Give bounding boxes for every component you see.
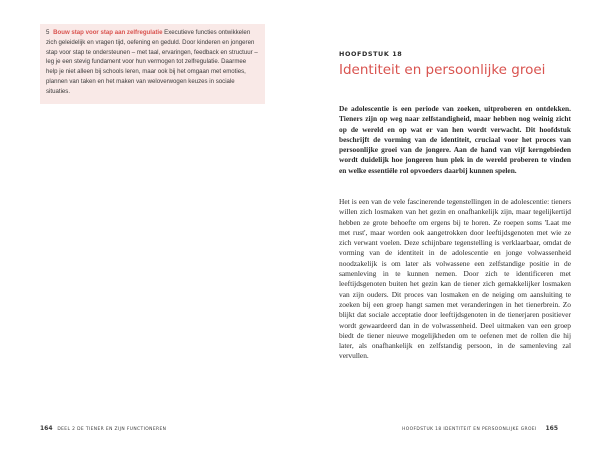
chapter-body-paragraph: Het is een van de vele fascinerende tegenstellingen in de adolescentie: tieners willen zich losmaken van het gezin en onafhankelijk zijn, maar tegelijkertijd hebben ze grote behoefte om ergens bij te horen. Ze roepen soms 'Laat me met rust', maar worden ook aangetrokken door leeftijdsgenoten met wie ze zich verwant voelen. Deze schijnbare tegenstelling is verklaarbaar, omdat de vorming van de identiteit in de adolescentie en jonge volwassenheid noodzakelijk is om later als volwassene een zelfstandige positie in de samenleving in te kunnen nemen. Door zich te identificeren met leeftijdsgenoten buiten het gezin kan de tiener zich gemakkelijker losmaken van zijn ouders. Dit proces van losmaken en de neiging om aansluiting te zoeken bij een groep hangt samen met veranderingen in het tienerbrein. Zo blijkt dat sociale acceptatie door leeftijdsgenoten in de tienerjaren positiever wordt gewaardeerd dan in de volwassenheid. Deel uitmaken van een groep biedt de tiener nieuwe mogelijkheden om te oefenen met de rollen die hij later, als onafhankelijk en zelfstandig persoon, in de samenleving zal vervullen.: [339, 197, 571, 361]
tip-callout-box: [40, 24, 265, 104]
callout-text: Executieve functies ontwikkelen zich geleidelijk en vragen tijd, oefening en geduld. Door kinderen en jongeren stap voor stap te ondersteunen – met taal, ervaringen, feedback en structuur – leg je een stevig fundament voor hun vermogen tot zelfregulatie. Daarmee help je niet alleen bij schools leren, maar ook bij het omgaan met emoties, plannen van taken en het maken van weloverwogen keuzes in sociale situaties.: [46, 29, 258, 95]
chapter-intro: De adolescentie is een periode van zoeken, uitproberen en ontdekken. Tieners zijn op weg naar zelfstandigheid, maar hebben nog weinig zicht op de wereld en op wat er van hen wordt verwacht. Dit hoofdstuk beschrijft de vorming van de identiteit, cruciaal voor het proces van persoonlijke groei van de jongere. Aan de hand van vijf kerngebieden wordt duidelijk hoe jongeren hun plek in de wereld proberen te vinden en welke essentiële rol opvoeders daarbij kunnen spelen.: [339, 104, 571, 175]
page-number-right: 165: [545, 425, 558, 432]
chapter-label: HOOFDSTUK 18: [339, 50, 403, 58]
running-head-right: HOOFDSTUK 18 IDENTITEIT EN PERSOONLIJKE GROEI: [402, 427, 537, 432]
callout-number: 5: [46, 29, 50, 36]
left-page-footer: [40, 425, 166, 432]
callout-heading: Bouw stap voor stap aan zelfregulatie: [53, 29, 163, 36]
right-page-footer: [402, 425, 558, 432]
chapter-title: Identiteit en persoonlijke groei: [339, 62, 546, 78]
running-head-left: DEEL 2 DE TIENER EN ZIJN FUNCTIONEREN: [57, 427, 167, 432]
page-number-left: 164: [40, 425, 53, 432]
